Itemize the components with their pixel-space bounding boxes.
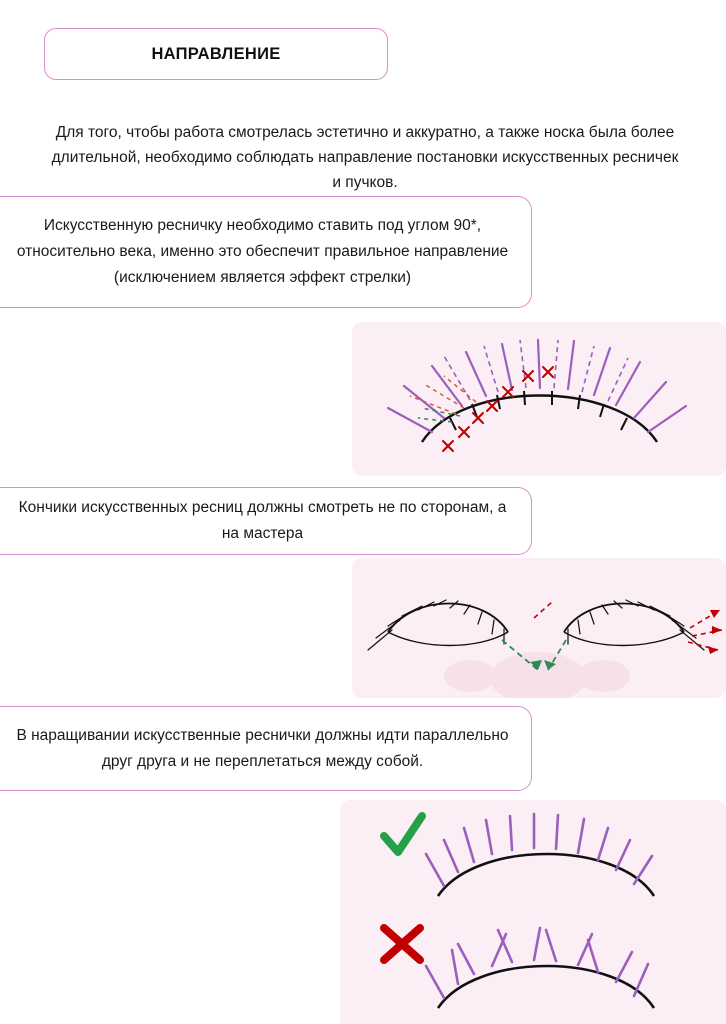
lash-tips-toward-master-diagram xyxy=(352,558,726,698)
parallel-lashes-correct-incorrect-diagram xyxy=(340,800,726,1024)
cross-icon xyxy=(384,928,420,960)
check-icon xyxy=(384,816,422,852)
callout-box-2: Кончики искусственных ресниц должны смотреть не по сторонам, а на мастера xyxy=(0,487,532,555)
callout-box-3: В наращивании искусственные реснички должны идти параллельно друг друга и не переплетаться между собой. xyxy=(0,706,532,791)
page-title-box xyxy=(44,28,388,80)
intro-paragraph: Для того, чтобы работа смотрелась эстетично и аккуратно, а также носка была более длительной, необходимо соблюдать направление постановки искусственных ресничек и пучков. xyxy=(51,123,679,191)
callout-box-1: Искусственную ресничку необходимо ставить под углом 90*, относительно века, именно это обеспечит правильное направление (исключением является эффект стрелки) xyxy=(0,196,532,308)
lash-direction-90-degrees-diagram xyxy=(352,322,726,476)
page-title: НАПРАВЛЕНИЕ xyxy=(151,44,281,63)
